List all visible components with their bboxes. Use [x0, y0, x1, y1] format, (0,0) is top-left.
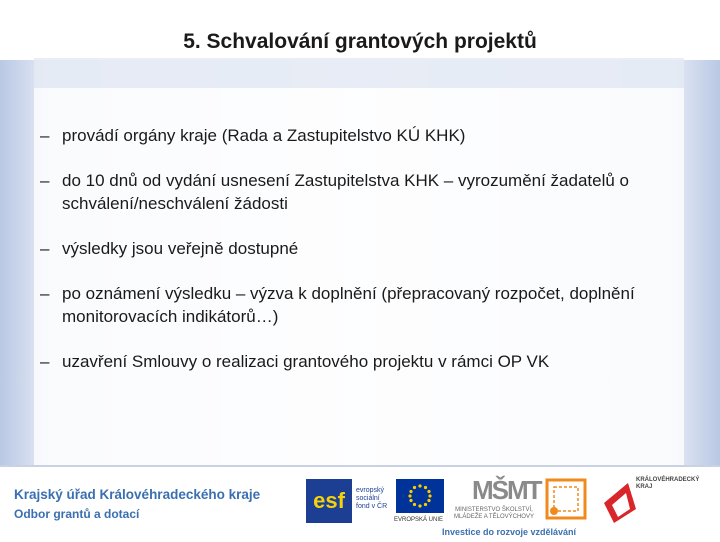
panel-strip: [34, 58, 684, 88]
bullet-item: [40, 282, 680, 328]
bullet-dash: –: [40, 352, 50, 371]
bullet-text: výsledky jsou veřejně dostupné: [62, 239, 299, 258]
bullet-item: [40, 350, 680, 373]
org-name: Krajský úřad Královéhradeckého kraje: [14, 487, 261, 502]
org-department: Odbor grantů a dotací: [14, 507, 140, 521]
kraj-logo: [600, 473, 640, 529]
esf-logo: esf: [306, 479, 352, 523]
bullet-text: po oznámení výsledku – výzva k doplnění (přepracovaný rozpočet, doplnění monitorovacích indikátorů…): [62, 284, 635, 326]
bullet-item: [40, 169, 680, 215]
bullet-text: do 10 dnů od vydání usnesení Zastupitelstva KHK – vyrozumění žadatelů o schválení/neschválení žádosti: [62, 171, 630, 213]
esf-logo-block: [306, 475, 390, 527]
bullet-dash: –: [40, 126, 50, 145]
bullet-dash: –: [40, 284, 50, 303]
bullet-list: [40, 124, 680, 395]
msmt-logo: MŠMT: [472, 475, 541, 505]
opvk-logo: [544, 477, 588, 521]
bullet-text: uzavření Smlouvy o realizaci grantového projektu v rámci OP VK: [62, 352, 550, 371]
msmt-caption: MINISTERSTVO ŠKOLSTVÍ, MLÁDEŽE A TĚLOVÝCHOVY: [454, 507, 534, 520]
bullet-item: [40, 237, 680, 260]
esf-caption: evropský sociální fond v ČR: [356, 487, 388, 510]
eu-stars-icon: [396, 479, 444, 513]
opvk-icon: [544, 477, 588, 521]
bullet-dash: –: [40, 171, 50, 190]
kraj-caption: KRÁLOVÉHRADECKÝ KRAJ: [636, 477, 700, 490]
kraj-logo-block: [600, 473, 712, 531]
eu-caption: EVROPSKÁ UNIE: [394, 517, 444, 523]
invest-slogan: Investice do rozvoje vzdělávání: [442, 527, 577, 537]
msmt-logo-block: [452, 473, 541, 525]
eu-logo-block: [394, 475, 448, 527]
footer: [0, 465, 720, 542]
bullet-dash: –: [40, 239, 50, 258]
bullet-text: provádí orgány kraje (Rada a Zastupitelstvo KÚ KHK): [62, 126, 466, 145]
slide-title: 5. Schvalování grantových projektů: [183, 30, 537, 53]
bullet-item: [40, 124, 680, 147]
eu-flag-icon: [396, 479, 444, 513]
